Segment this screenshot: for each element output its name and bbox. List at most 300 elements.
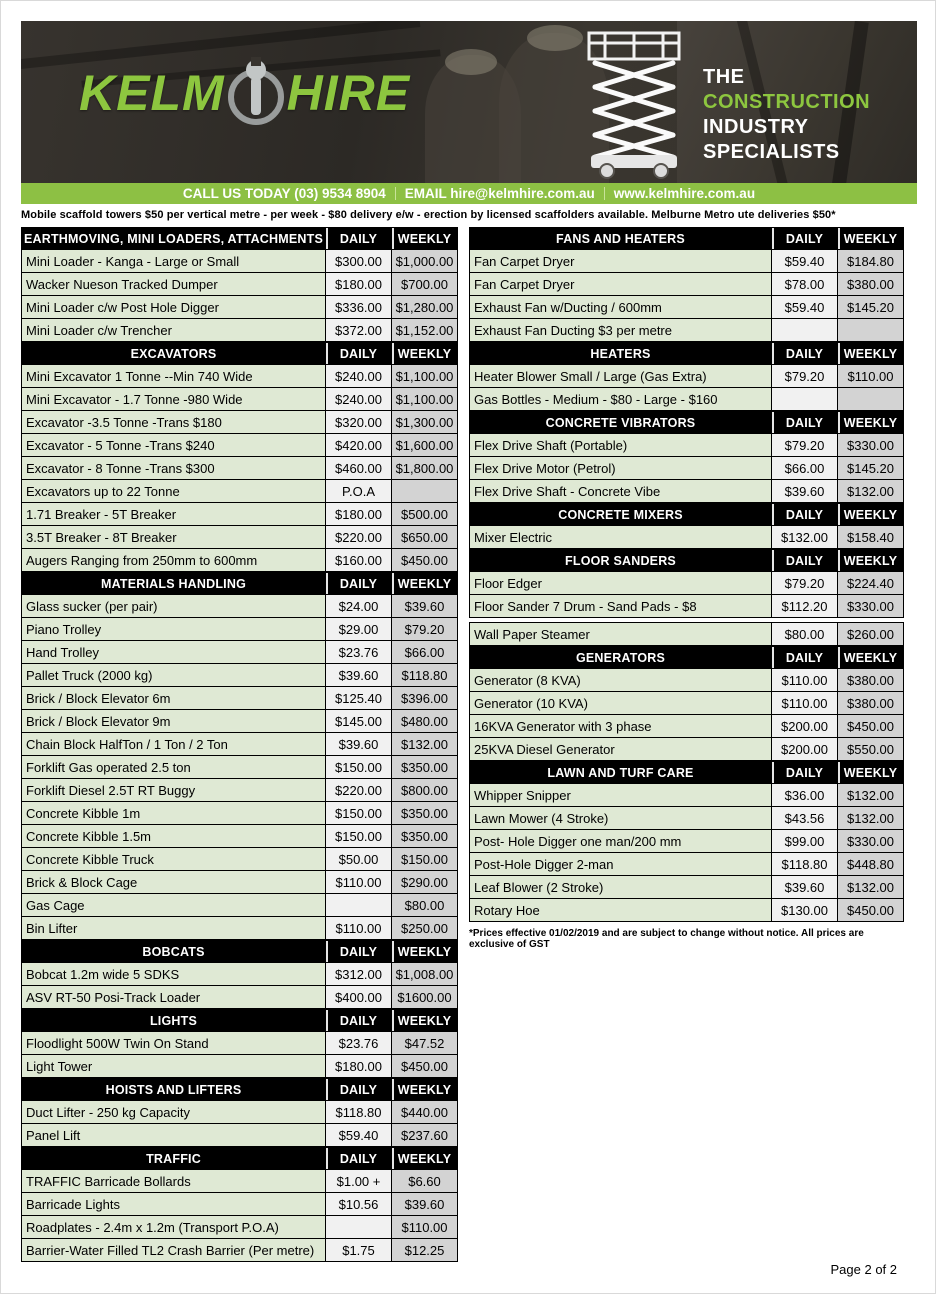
price-table-heaters <box>469 342 904 411</box>
price-table-lights <box>21 1009 458 1078</box>
weekly-column-header: WEEKLY <box>392 1148 458 1170</box>
weekly-price-cell: $110.00 <box>392 1216 458 1239</box>
daily-column-header: DAILY <box>772 647 838 669</box>
item-cell: Brick / Block Elevator 9m <box>22 710 326 733</box>
item-cell: Exhaust Fan Ducting $3 per metre <box>470 319 772 342</box>
item-cell: Rotary Hoe <box>470 899 772 922</box>
table-row <box>22 1055 458 1078</box>
section-title: FANS AND HEATERS <box>470 228 772 250</box>
item-cell: Wall Paper Steamer <box>470 623 772 646</box>
weekly-price-cell <box>392 480 458 503</box>
weekly-column-header: WEEKLY <box>392 941 458 963</box>
item-cell: Generator (8 KVA) <box>470 669 772 692</box>
daily-price-cell <box>772 388 838 411</box>
price-table-excavators <box>21 342 458 572</box>
right-price-tables <box>469 227 904 922</box>
price-table-traffic <box>21 1147 458 1262</box>
table-row <box>22 618 458 641</box>
daily-column-header: DAILY <box>772 343 838 365</box>
weekly-column-header: WEEKLY <box>838 228 904 250</box>
tagline-construction: CONSTRUCTION <box>703 91 871 113</box>
weekly-column-header: WEEKLY <box>838 762 904 784</box>
section-title: HEATERS <box>470 343 772 365</box>
scissor-lift-image <box>577 29 689 179</box>
item-cell: Mini Loader c/w Trencher <box>22 319 326 342</box>
daily-price-cell: $39.60 <box>326 664 392 687</box>
table-row <box>470 595 904 618</box>
section-title: HOISTS AND LIFTERS <box>22 1079 326 1101</box>
section-title: GENERATORS <box>470 647 772 669</box>
price-table <box>469 622 904 646</box>
weekly-price-cell: $132.00 <box>838 784 904 807</box>
section-title: TRAFFIC <box>22 1148 326 1170</box>
item-cell: Whipper Snipper <box>470 784 772 807</box>
weekly-price-cell: $237.60 <box>392 1124 458 1147</box>
section-title: EARTHMOVING, MINI LOADERS, ATTACHMENTS <box>22 228 326 250</box>
daily-price-cell: $118.80 <box>772 853 838 876</box>
item-cell: Gas Bottles - Medium - $80 - Large - $160 <box>470 388 772 411</box>
daily-price-cell: $145.00 <box>326 710 392 733</box>
item-cell: Mini Excavator - 1.7 Tonne -980 Wide <box>22 388 326 411</box>
weekly-price-cell: $350.00 <box>392 825 458 848</box>
weekly-price-cell: $224.40 <box>838 572 904 595</box>
table-row <box>470 669 904 692</box>
table-row <box>470 319 904 342</box>
price-table-materials-handling <box>21 572 458 940</box>
item-cell: Flex Drive Shaft (Portable) <box>470 434 772 457</box>
weekly-price-cell: $650.00 <box>392 526 458 549</box>
weekly-price-cell: $132.00 <box>838 807 904 830</box>
table-row <box>22 549 458 572</box>
weekly-column-header: WEEKLY <box>838 343 904 365</box>
item-cell: Pallet Truck (2000 kg) <box>22 664 326 687</box>
section-header-row <box>22 343 458 365</box>
section-title: LAWN AND TURF CARE <box>470 762 772 784</box>
logo-text-hire: HIRE <box>286 65 411 121</box>
table-row <box>470 388 904 411</box>
section-title: BOBCATS <box>22 941 326 963</box>
daily-price-cell: $1.00 + <box>326 1170 392 1193</box>
item-cell: Brick & Block Cage <box>22 871 326 894</box>
table-row <box>22 319 458 342</box>
item-cell: Lawn Mower (4 Stroke) <box>470 807 772 830</box>
daily-price-cell: $150.00 <box>326 825 392 848</box>
section-title: LIGHTS <box>22 1010 326 1032</box>
weekly-price-cell: $145.20 <box>838 296 904 319</box>
table-row <box>22 388 458 411</box>
weekly-price-cell: $79.20 <box>392 618 458 641</box>
tagline <box>703 65 899 165</box>
daily-price-cell: $372.00 <box>326 319 392 342</box>
weekly-price-cell: $145.20 <box>838 457 904 480</box>
hardhat-silhouette <box>527 25 583 51</box>
table-row <box>22 894 458 917</box>
daily-price-cell: $79.20 <box>772 434 838 457</box>
table-row <box>22 756 458 779</box>
section-title: FLOOR SANDERS <box>470 550 772 572</box>
daily-price-cell: $1.75 <box>326 1239 392 1262</box>
weekly-price-cell: $350.00 <box>392 802 458 825</box>
weekly-price-cell: $800.00 <box>392 779 458 802</box>
daily-column-header: DAILY <box>326 343 392 365</box>
daily-price-cell: $110.00 <box>326 871 392 894</box>
contact-phone: CALL US TODAY (03) 9534 8904 <box>182 186 386 201</box>
item-cell: Floor Edger <box>470 572 772 595</box>
section-header-row <box>470 504 904 526</box>
table-row <box>22 1101 458 1124</box>
section-title: MATERIALS HANDLING <box>22 573 326 595</box>
price-table-floor-sanders <box>469 549 904 618</box>
section-header-row <box>22 1079 458 1101</box>
daily-price-cell <box>326 894 392 917</box>
price-table-lawn-and-turf-care <box>469 761 904 922</box>
daily-price-cell: $220.00 <box>326 779 392 802</box>
section-header-row <box>470 412 904 434</box>
section-title: CONCRETE MIXERS <box>470 504 772 526</box>
weekly-price-cell: $260.00 <box>838 623 904 646</box>
daily-price-cell: $80.00 <box>772 623 838 646</box>
daily-price-cell: $125.40 <box>326 687 392 710</box>
daily-column-header: DAILY <box>326 228 392 250</box>
daily-price-cell: $180.00 <box>326 273 392 296</box>
item-cell: Roadplates - 2.4m x 1.2m (Transport P.O.A) <box>22 1216 326 1239</box>
item-cell: Concrete Kibble 1m <box>22 802 326 825</box>
table-row <box>22 457 458 480</box>
daily-price-cell: $78.00 <box>772 273 838 296</box>
weekly-price-cell: $450.00 <box>392 1055 458 1078</box>
daily-column-header: DAILY <box>326 1148 392 1170</box>
weekly-price-cell: $1,100.00 <box>392 388 458 411</box>
item-cell: 16KVA Generator with 3 phase <box>470 715 772 738</box>
daily-price-cell: $59.40 <box>772 250 838 273</box>
item-cell: Light Tower <box>22 1055 326 1078</box>
weekly-price-cell: $1,000.00 <box>392 250 458 273</box>
item-cell: Brick / Block Elevator 6m <box>22 687 326 710</box>
table-row <box>22 296 458 319</box>
right-price-column <box>469 227 904 950</box>
table-row <box>470 434 904 457</box>
weekly-price-cell: $330.00 <box>838 434 904 457</box>
left-price-column <box>21 227 458 1262</box>
section-header-row <box>470 762 904 784</box>
daily-price-cell: $110.00 <box>772 692 838 715</box>
table-row <box>22 779 458 802</box>
table-row <box>22 802 458 825</box>
section-header-row <box>22 573 458 595</box>
tagline-industry: INDUSTRY <box>703 116 809 138</box>
daily-price-cell: $10.56 <box>326 1193 392 1216</box>
item-cell: Flex Drive Shaft - Concrete Vibe <box>470 480 772 503</box>
daily-price-cell: $110.00 <box>772 669 838 692</box>
daily-price-cell: $200.00 <box>772 738 838 761</box>
daily-column-header: DAILY <box>772 504 838 526</box>
section-title: CONCRETE VIBRATORS <box>470 412 772 434</box>
weekly-price-cell: $66.00 <box>392 641 458 664</box>
weekly-price-cell: $450.00 <box>392 549 458 572</box>
weekly-column-header: WEEKLY <box>392 228 458 250</box>
table-row <box>22 641 458 664</box>
weekly-price-cell: $380.00 <box>838 692 904 715</box>
table-row <box>22 825 458 848</box>
weekly-price-cell: $448.80 <box>838 853 904 876</box>
table-row <box>470 899 904 922</box>
daily-column-header: DAILY <box>772 550 838 572</box>
daily-price-cell: $50.00 <box>326 848 392 871</box>
weekly-price-cell: $380.00 <box>838 273 904 296</box>
item-cell: Glass sucker (per pair) <box>22 595 326 618</box>
daily-price-cell: $132.00 <box>772 526 838 549</box>
weekly-price-cell: $1,600.00 <box>392 434 458 457</box>
daily-price-cell: $118.80 <box>326 1101 392 1124</box>
daily-column-header: DAILY <box>326 1079 392 1101</box>
price-table-bobcats <box>21 940 458 1009</box>
wrench-icon <box>227 57 285 129</box>
weekly-price-cell: $118.80 <box>392 664 458 687</box>
table-row <box>470 853 904 876</box>
item-cell: Post- Hole Digger one man/200 mm <box>470 830 772 853</box>
section-header-row <box>22 1148 458 1170</box>
item-cell: Excavator - 8 Tonne -Trans $300 <box>22 457 326 480</box>
table-row <box>22 986 458 1009</box>
weekly-price-cell <box>838 388 904 411</box>
weekly-price-cell: $1,100.00 <box>392 365 458 388</box>
table-row <box>22 1216 458 1239</box>
item-cell: TRAFFIC Barricade Bollards <box>22 1170 326 1193</box>
daily-price-cell: $160.00 <box>326 549 392 572</box>
weekly-price-cell: $440.00 <box>392 1101 458 1124</box>
item-cell: Gas Cage <box>22 894 326 917</box>
daily-price-cell: $39.60 <box>326 733 392 756</box>
weekly-price-cell: $350.00 <box>392 756 458 779</box>
weekly-column-header: WEEKLY <box>838 550 904 572</box>
table-row <box>470 784 904 807</box>
daily-price-cell: $24.00 <box>326 595 392 618</box>
table-row <box>470 807 904 830</box>
table-row <box>22 250 458 273</box>
table-row <box>22 917 458 940</box>
item-cell: Bin Lifter <box>22 917 326 940</box>
weekly-price-cell: $6.60 <box>392 1170 458 1193</box>
weekly-price-cell: $132.00 <box>838 480 904 503</box>
daily-price-cell: $112.20 <box>772 595 838 618</box>
daily-price-cell: $59.40 <box>326 1124 392 1147</box>
item-cell: Floodlight 500W Twin On Stand <box>22 1032 326 1055</box>
contact-email-link[interactable]: EMAIL hire@kelmhire.com.au <box>404 186 595 201</box>
table-row <box>470 715 904 738</box>
item-cell: Hand Trolley <box>22 641 326 664</box>
item-cell: Mini Loader c/w Post Hole Digger <box>22 296 326 319</box>
price-table-concrete-vibrators <box>469 411 904 503</box>
item-cell: Bobcat 1.2m wide 5 SDKS <box>22 963 326 986</box>
daily-price-cell: $180.00 <box>326 1055 392 1078</box>
item-cell: Exhaust Fan w/Ducting / 600mm <box>470 296 772 319</box>
weekly-price-cell: $290.00 <box>392 871 458 894</box>
hardhat-silhouette <box>445 49 497 75</box>
table-row <box>470 623 904 646</box>
item-cell: Wacker Nueson Tracked Dumper <box>22 273 326 296</box>
daily-price-cell: $79.20 <box>772 365 838 388</box>
table-row <box>22 480 458 503</box>
price-table-hoists-and-lifters <box>21 1078 458 1147</box>
weekly-price-cell: $396.00 <box>392 687 458 710</box>
contact-website-link[interactable]: www.kelmhire.com.au <box>613 186 756 201</box>
item-cell: Flex Drive Motor (Petrol) <box>470 457 772 480</box>
weekly-price-cell: $700.00 <box>392 273 458 296</box>
item-cell: Augers Ranging from 250mm to 600mm <box>22 549 326 572</box>
item-cell: Piano Trolley <box>22 618 326 641</box>
divider <box>395 187 396 200</box>
daily-column-header: DAILY <box>326 1010 392 1032</box>
daily-price-cell: $420.00 <box>326 434 392 457</box>
table-row <box>22 1124 458 1147</box>
price-table-concrete-mixers <box>469 503 904 549</box>
weekly-price-cell: $1600.00 <box>392 986 458 1009</box>
weekly-price-cell: $330.00 <box>838 595 904 618</box>
weekly-price-cell: $1,008.00 <box>392 963 458 986</box>
item-cell: Fan Carpet Dryer <box>470 273 772 296</box>
item-cell: Concrete Kibble 1.5m <box>22 825 326 848</box>
table-row <box>22 733 458 756</box>
logo-text-kelm: KELM <box>79 65 225 121</box>
daily-price-cell: $150.00 <box>326 802 392 825</box>
section-header-row <box>22 941 458 963</box>
table-row <box>470 876 904 899</box>
weekly-column-header: WEEKLY <box>392 1079 458 1101</box>
table-row <box>470 273 904 296</box>
daily-price-cell: $240.00 <box>326 388 392 411</box>
daily-price-cell: $336.00 <box>326 296 392 319</box>
weekly-price-cell: $500.00 <box>392 503 458 526</box>
daily-price-cell: $220.00 <box>326 526 392 549</box>
daily-price-cell: $66.00 <box>772 457 838 480</box>
weekly-column-header: WEEKLY <box>392 343 458 365</box>
daily-price-cell: P.O.A <box>326 480 392 503</box>
section-header-row <box>470 343 904 365</box>
weekly-price-cell: $150.00 <box>392 848 458 871</box>
table-row <box>22 664 458 687</box>
item-cell: Heater Blower Small / Large (Gas Extra) <box>470 365 772 388</box>
weekly-column-header: WEEKLY <box>838 412 904 434</box>
daily-price-cell: $39.60 <box>772 876 838 899</box>
item-cell: Post-Hole Digger 2-man <box>470 853 772 876</box>
price-table-generators <box>469 646 904 761</box>
table-row <box>22 503 458 526</box>
item-cell: Concrete Kibble Truck <box>22 848 326 871</box>
item-cell: Leaf Blower (2 Stroke) <box>470 876 772 899</box>
item-cell: Mini Excavator 1 Tonne --Min 740 Wide <box>22 365 326 388</box>
daily-price-cell: $400.00 <box>326 986 392 1009</box>
daily-price-cell: $59.40 <box>772 296 838 319</box>
daily-price-cell: $312.00 <box>326 963 392 986</box>
weekly-price-cell: $550.00 <box>838 738 904 761</box>
weekly-price-cell: $110.00 <box>838 365 904 388</box>
item-cell: Mini Loader - Kanga - Large or Small <box>22 250 326 273</box>
kelmhire-logo <box>79 57 410 129</box>
tagline-the: THE <box>703 66 745 88</box>
daily-price-cell: $460.00 <box>326 457 392 480</box>
item-cell: Mixer Electric <box>470 526 772 549</box>
daily-price-cell: $200.00 <box>772 715 838 738</box>
daily-price-cell <box>772 319 838 342</box>
daily-price-cell: $23.76 <box>326 1032 392 1055</box>
table-row <box>22 1170 458 1193</box>
table-row <box>22 526 458 549</box>
weekly-price-cell: $132.00 <box>392 733 458 756</box>
divider <box>604 187 605 200</box>
price-table-fans-and-heaters <box>469 227 904 342</box>
weekly-price-cell: $132.00 <box>838 876 904 899</box>
daily-price-cell: $39.60 <box>772 480 838 503</box>
weekly-column-header: WEEKLY <box>392 1010 458 1032</box>
item-cell: 25KVA Diesel Generator <box>470 738 772 761</box>
item-cell: Barricade Lights <box>22 1193 326 1216</box>
table-row <box>470 250 904 273</box>
weekly-price-cell: $158.40 <box>838 526 904 549</box>
table-row <box>22 848 458 871</box>
item-cell: Forklift Diesel 2.5T RT Buggy <box>22 779 326 802</box>
weekly-price-cell: $330.00 <box>838 830 904 853</box>
table-row <box>22 963 458 986</box>
section-header-row <box>470 550 904 572</box>
weekly-price-cell: $1,800.00 <box>392 457 458 480</box>
table-row <box>470 738 904 761</box>
item-cell: Barrier-Water Filled TL2 Crash Barrier (Per metre) <box>22 1239 326 1262</box>
scaffold-note: Mobile scaffold towers $50 per vertical metre - per week - $80 delivery e/w - erection by licensed scaffolders available. Melburne Metro ute deliveries $50* <box>21 209 836 221</box>
weekly-price-cell: $1,280.00 <box>392 296 458 319</box>
table-row <box>470 365 904 388</box>
weekly-price-cell: $1,300.00 <box>392 411 458 434</box>
page-number: Page 2 of 2 <box>830 1262 897 1277</box>
table-row <box>22 434 458 457</box>
daily-price-cell: $240.00 <box>326 365 392 388</box>
weekly-price-cell: $380.00 <box>838 669 904 692</box>
weekly-price-cell: $39.60 <box>392 595 458 618</box>
item-cell: Excavators up to 22 Tonne <box>22 480 326 503</box>
weekly-price-cell: $12.25 <box>392 1239 458 1262</box>
item-cell: Forklift Gas operated 2.5 ton <box>22 756 326 779</box>
daily-price-cell: $300.00 <box>326 250 392 273</box>
weekly-price-cell <box>838 319 904 342</box>
weekly-price-cell: $1,152.00 <box>392 319 458 342</box>
daily-column-header: DAILY <box>326 941 392 963</box>
table-row <box>22 710 458 733</box>
table-row <box>470 480 904 503</box>
daily-price-cell: $29.00 <box>326 618 392 641</box>
table-row <box>22 1239 458 1262</box>
weekly-column-header: WEEKLY <box>838 504 904 526</box>
price-footnote: *Prices effective 01/02/2019 and are subject to change without notice. All prices are exclusive of GST <box>469 928 864 950</box>
daily-column-header: DAILY <box>772 228 838 250</box>
weekly-price-cell: $184.80 <box>838 250 904 273</box>
item-cell: Floor Sander 7 Drum - Sand Pads - $8 <box>470 595 772 618</box>
daily-price-cell: $180.00 <box>326 503 392 526</box>
weekly-column-header: WEEKLY <box>838 647 904 669</box>
table-row <box>470 457 904 480</box>
table-row <box>22 411 458 434</box>
table-row <box>22 871 458 894</box>
section-header-row <box>470 647 904 669</box>
daily-price-cell: $99.00 <box>772 830 838 853</box>
item-cell: Duct Lifter - 250 kg Capacity <box>22 1101 326 1124</box>
table-row <box>22 365 458 388</box>
daily-price-cell: $130.00 <box>772 899 838 922</box>
daily-price-cell: $43.56 <box>772 807 838 830</box>
daily-column-header: DAILY <box>326 573 392 595</box>
table-row <box>22 1032 458 1055</box>
table-row <box>470 526 904 549</box>
table-row <box>470 296 904 319</box>
weekly-price-cell: $47.52 <box>392 1032 458 1055</box>
